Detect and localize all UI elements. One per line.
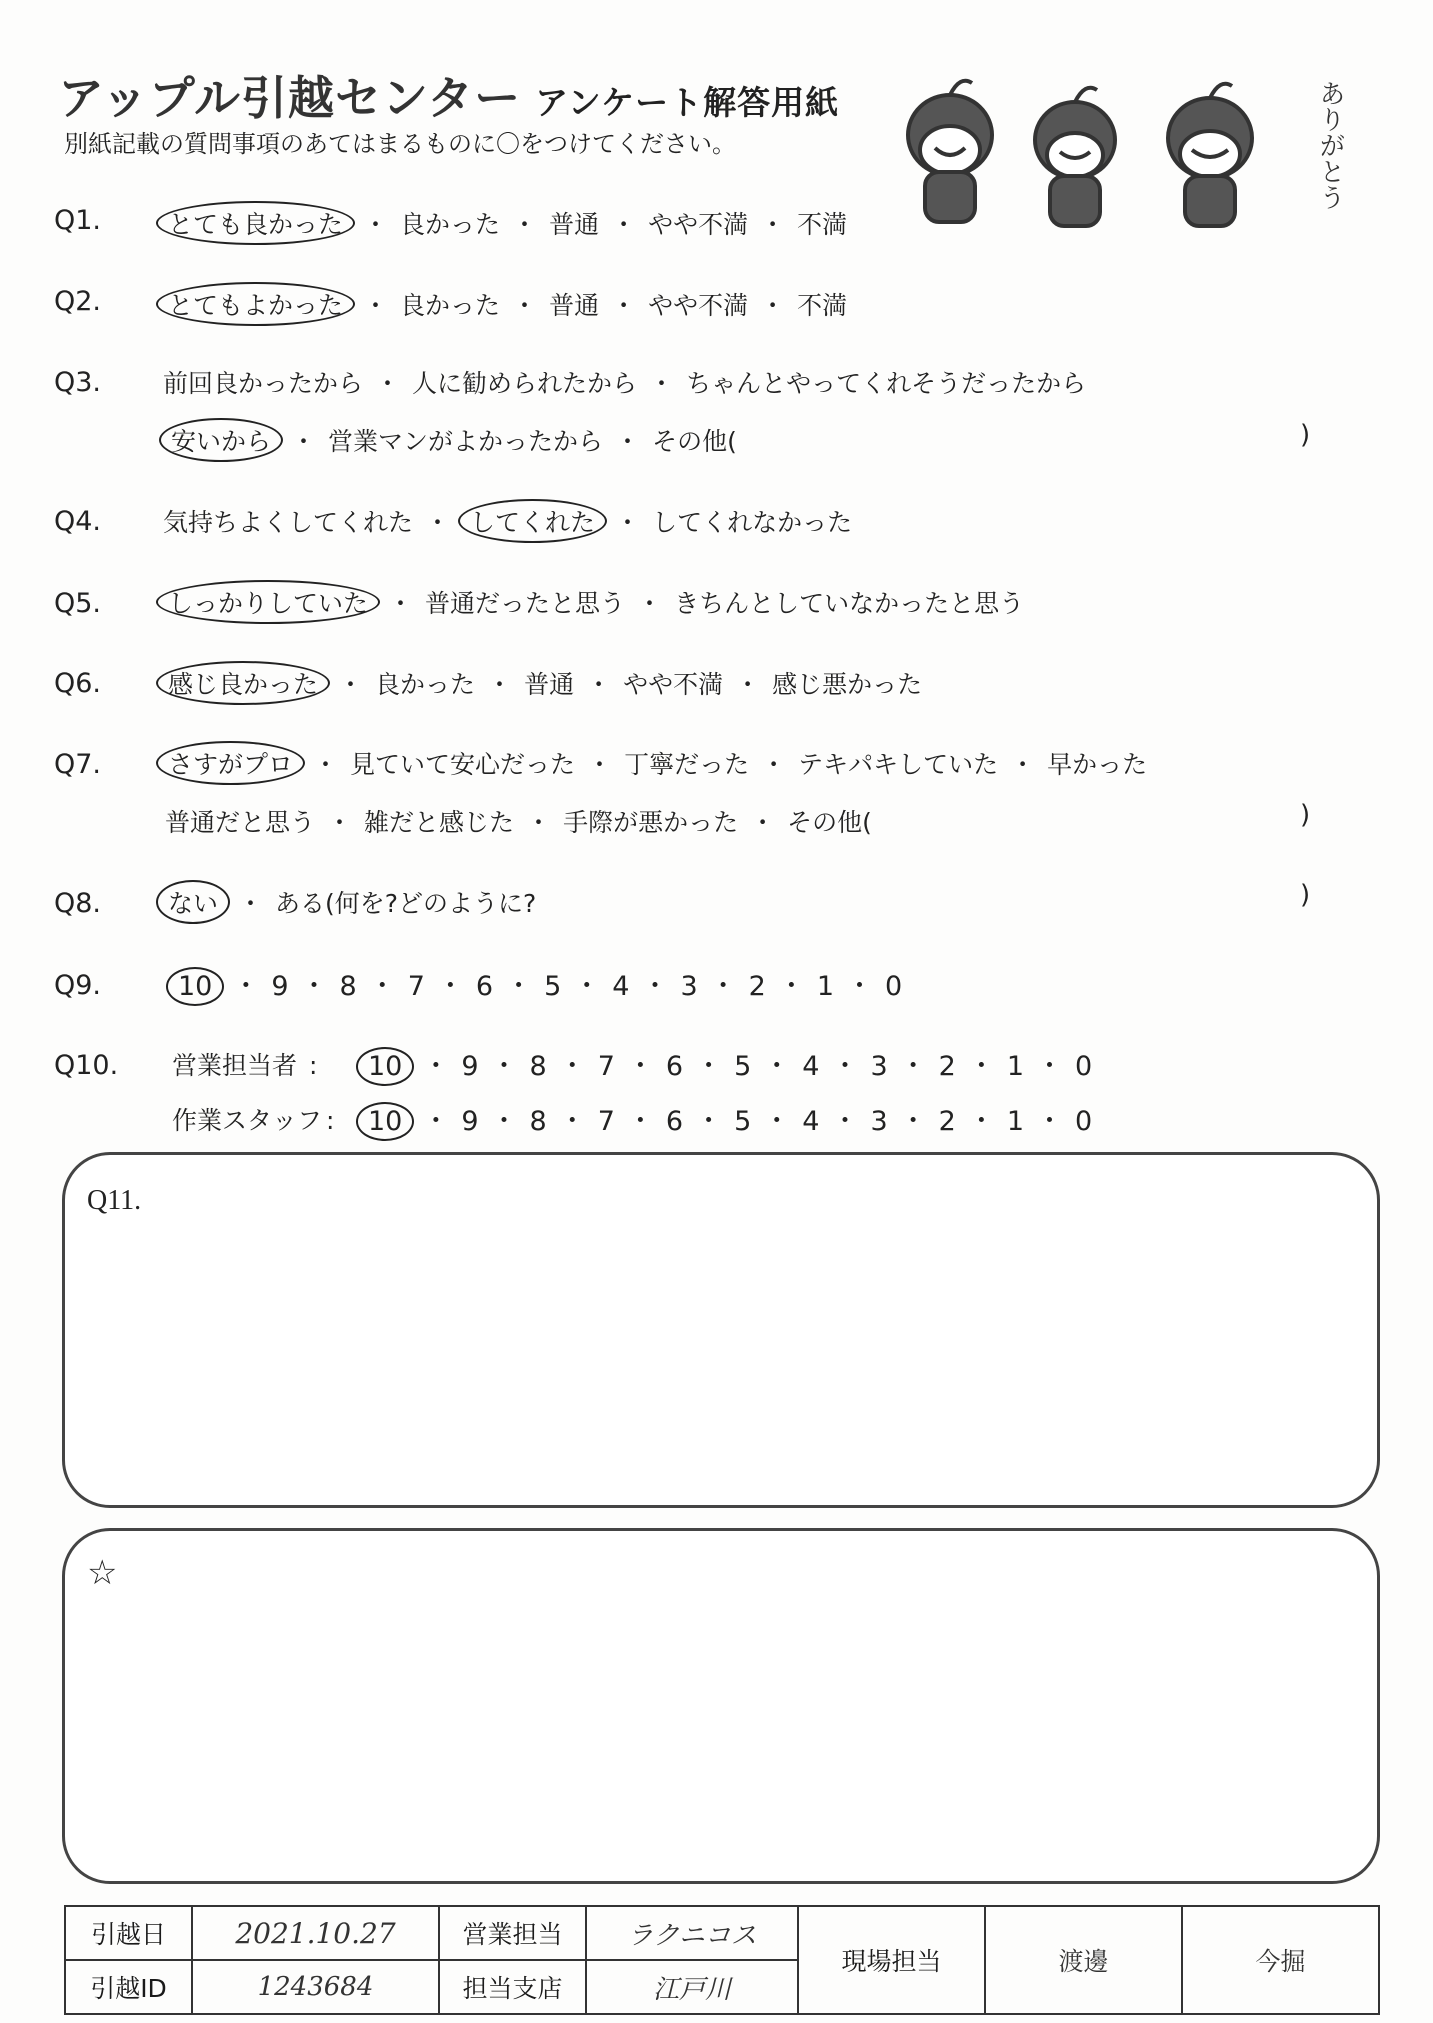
q3-label: Q3. bbox=[54, 367, 102, 398]
q1-option-5[interactable]: 不満 bbox=[797, 210, 848, 239]
q1-label: Q1. bbox=[54, 205, 102, 236]
q1-option-3[interactable]: 普通 bbox=[549, 210, 600, 239]
q10-sales-option-8[interactable]: 8 bbox=[529, 1051, 547, 1082]
q2-label: Q2. bbox=[54, 286, 102, 317]
q10-staff-separator: ・ bbox=[626, 1106, 654, 1137]
q6-option-3[interactable]: 普通 bbox=[524, 670, 575, 699]
q10-sales-option-5[interactable]: 5 bbox=[734, 1051, 752, 1082]
branch-value: 江戸川 bbox=[586, 1960, 798, 2014]
q7-option-6[interactable]: 普通だと思う bbox=[165, 808, 316, 837]
q10-staff-separator: ・ bbox=[831, 1106, 859, 1137]
q10-staff-separator: ・ bbox=[1036, 1106, 1064, 1137]
q7-option-2[interactable]: 見ていて安心だった bbox=[350, 750, 576, 779]
q10-sales-option-0[interactable]: 0 bbox=[1075, 1051, 1093, 1082]
q3-option-4[interactable]: 安いから bbox=[159, 418, 283, 462]
q10-staff-separator: ・ bbox=[899, 1106, 927, 1137]
q10-staff-option-8[interactable]: 8 bbox=[529, 1106, 547, 1137]
q11-label: Q11. bbox=[87, 1185, 142, 1216]
q5-options: しっかりしていた ・ 普通だったと思う ・ きちんとしていなかったと思う bbox=[160, 584, 1024, 620]
q2-option-5[interactable]: 不満 bbox=[797, 291, 848, 320]
q7-close-paren: ) bbox=[1300, 800, 1311, 830]
q3-option-3[interactable]: ちゃんとやってくれそうだったから bbox=[686, 369, 1087, 398]
q10-sales-scale bbox=[360, 1044, 1092, 1083]
q10-sales-option-9[interactable]: 9 bbox=[461, 1051, 479, 1082]
site-rep-signature-1: 渡邊 bbox=[985, 1906, 1182, 2014]
q10-sales-option-10[interactable]: 10 bbox=[356, 1047, 414, 1086]
sales-rep-value: ラクニコス bbox=[586, 1906, 798, 1960]
q9-scale bbox=[170, 964, 902, 1003]
q9-option-6[interactable]: 6 bbox=[475, 971, 494, 1002]
q10-staff-option-6[interactable]: 6 bbox=[665, 1106, 684, 1137]
q10-staff-separator: ・ bbox=[763, 1106, 791, 1137]
q5-option-3[interactable]: きちんとしていなかったと思う bbox=[674, 589, 1025, 618]
q1-options: とても良かった ・ 良かった ・ 普通 ・ やや不満 ・ 不満 bbox=[160, 205, 847, 241]
q3-option-1[interactable]: 前回良かったから bbox=[163, 369, 364, 398]
q9-separator: ・ bbox=[573, 971, 601, 1002]
q10-sales-separator: ・ bbox=[763, 1051, 791, 1082]
q10-staff-separator: ・ bbox=[558, 1106, 586, 1137]
q8-options: ない ・ ある(何を?どのように? bbox=[160, 884, 536, 920]
q3-option-6[interactable]: その他( bbox=[652, 427, 737, 456]
q4-label: Q4. bbox=[54, 506, 102, 537]
star-label: ☆ bbox=[87, 1555, 118, 1592]
q9-separator: ・ bbox=[436, 971, 464, 1002]
sales-rep-label: 営業担当 bbox=[439, 1906, 586, 1960]
q9-separator: ・ bbox=[232, 971, 260, 1002]
q9-option-9[interactable]: 9 bbox=[271, 971, 289, 1002]
form-title: アップル引越センター アンケート解答用紙 bbox=[58, 71, 840, 125]
q8-option-1[interactable]: ない bbox=[156, 880, 230, 924]
q9-separator: ・ bbox=[368, 971, 396, 1002]
q10-sales-option-1[interactable]: 1 bbox=[1006, 1051, 1025, 1082]
footer-info-table bbox=[64, 1905, 1380, 2015]
q7-options-line2: 普通だと思う ・ 雑だと感じた ・ 手際が悪かった ・ その他( bbox=[165, 803, 872, 839]
q8-option-2[interactable]: ある(何を?どのように? bbox=[275, 889, 537, 918]
q10-sales-separator: ・ bbox=[490, 1051, 518, 1082]
q9-option-8[interactable]: 8 bbox=[339, 971, 357, 1002]
q10-label: Q10. bbox=[54, 1050, 119, 1081]
q5-option-1[interactable]: しっかりしていた bbox=[156, 580, 380, 624]
q9-separator: ・ bbox=[777, 971, 805, 1002]
q10-staff-scale bbox=[360, 1099, 1092, 1138]
q10-sales-option-6[interactable]: 6 bbox=[665, 1051, 684, 1082]
q3-options-line1: 前回良かったから ・ 人に勧められたから ・ ちゃんとやってくれそうだったから bbox=[163, 364, 1086, 400]
q10-staff-option-0[interactable]: 0 bbox=[1075, 1106, 1093, 1137]
q9-separator: ・ bbox=[709, 971, 737, 1002]
q10-sales-separator: ・ bbox=[967, 1051, 995, 1082]
q2-option-1[interactable]: とてもよかった bbox=[156, 282, 355, 326]
q9-option-3[interactable]: 3 bbox=[680, 971, 698, 1002]
q7-options-line1: さすがプロ ・ 見ていて安心だった ・ 丁寧だった ・ テキパキしていた ・ 早かった bbox=[160, 745, 1147, 781]
q10-staff-option-4[interactable]: 4 bbox=[802, 1106, 820, 1137]
q6-option-5[interactable]: 感じ悪かった bbox=[772, 670, 923, 699]
instruction-text: 別紙記載の質問事項のあてはまるものに〇をつけてください。 bbox=[64, 130, 736, 158]
q9-label: Q9. bbox=[54, 970, 102, 1001]
q2-option-4[interactable]: やや不満 bbox=[648, 291, 749, 320]
q9-separator: ・ bbox=[505, 971, 533, 1002]
q10-sales-separator: ・ bbox=[831, 1051, 859, 1082]
q10-staff-separator: ・ bbox=[422, 1106, 450, 1137]
q10-staff-option-9[interactable]: 9 bbox=[461, 1106, 479, 1137]
site-rep-signature-2: 今掘 bbox=[1182, 1906, 1379, 2014]
q10-sales-option-3[interactable]: 3 bbox=[870, 1051, 888, 1082]
q11-comment-box[interactable] bbox=[62, 1152, 1380, 1508]
q10-sales-label: 営業担当者 : bbox=[172, 1051, 318, 1080]
move-date-value: 2021.10.27 bbox=[192, 1906, 439, 1960]
q10-staff-option-2[interactable]: 2 bbox=[938, 1106, 956, 1137]
q1-option-1[interactable]: とても良かった bbox=[156, 201, 355, 245]
q5-option-2[interactable]: 普通だったと思う bbox=[425, 589, 626, 618]
q10-sales-separator: ・ bbox=[695, 1051, 723, 1082]
q7-option-4[interactable]: テキパキしていた bbox=[798, 750, 999, 779]
q6-option-1[interactable]: 感じ良かった bbox=[156, 661, 330, 705]
q8-close-paren: ) bbox=[1300, 880, 1311, 910]
q10-staff-option-7[interactable]: 7 bbox=[597, 1106, 615, 1137]
q7-option-7[interactable]: 雑だと感じた bbox=[364, 808, 515, 837]
q9-option-2[interactable]: 2 bbox=[748, 971, 766, 1002]
q1-option-4[interactable]: やや不満 bbox=[648, 210, 749, 239]
q9-separator: ・ bbox=[300, 971, 328, 1002]
star-comment-box[interactable] bbox=[62, 1528, 1380, 1884]
q9-option-5[interactable]: 5 bbox=[544, 971, 562, 1002]
q7-option-9[interactable]: その他( bbox=[787, 808, 872, 837]
q9-separator: ・ bbox=[641, 971, 669, 1002]
q2-option-2[interactable]: 良かった bbox=[400, 291, 501, 320]
q6-option-4[interactable]: やや不満 bbox=[623, 670, 724, 699]
move-id-label: 引越ID bbox=[65, 1960, 192, 2014]
monkey-mascot-illustration bbox=[890, 60, 1350, 240]
q10-sales-separator: ・ bbox=[1036, 1051, 1064, 1082]
q7-option-1[interactable]: さすがプロ bbox=[156, 741, 305, 785]
q10-staff-separator: ・ bbox=[967, 1106, 995, 1137]
q5-label: Q5. bbox=[54, 588, 102, 619]
move-date-label: 引越日 bbox=[65, 1906, 192, 1960]
site-rep-label: 現場担当 bbox=[798, 1906, 985, 2014]
q3-option-5[interactable]: 営業マンがよかったから bbox=[328, 427, 604, 456]
q4-option-2[interactable]: してくれた bbox=[458, 499, 607, 543]
q10-staff-option-10[interactable]: 10 bbox=[356, 1102, 414, 1141]
form-subtitle: アンケート解答用紙 bbox=[535, 83, 840, 122]
q2-option-3[interactable]: 普通 bbox=[549, 291, 600, 320]
q10-staff-label: 作業スタッフ : bbox=[172, 1106, 335, 1135]
q9-option-7[interactable]: 7 bbox=[407, 971, 425, 1002]
q9-separator: ・ bbox=[846, 971, 874, 1002]
q3-options-line2: 安いから ・ 営業マンがよかったから ・ その他( bbox=[163, 422, 737, 458]
q6-options: 感じ良かった ・ 良かった ・ 普通 ・ やや不満 ・ 感じ悪かった bbox=[160, 665, 922, 701]
q10-sales-option-2[interactable]: 2 bbox=[938, 1051, 956, 1082]
q10-staff-option-5[interactable]: 5 bbox=[734, 1106, 752, 1137]
q10-sales-option-7[interactable]: 7 bbox=[597, 1051, 615, 1082]
q6-option-2[interactable]: 良かった bbox=[375, 670, 476, 699]
branch-label: 担当支店 bbox=[439, 1960, 586, 2014]
q3-option-2[interactable]: 人に勧められたから bbox=[412, 369, 638, 398]
q7-option-8[interactable]: 手際が悪かった bbox=[563, 808, 739, 837]
q4-option-3[interactable]: してくれなかった bbox=[652, 508, 853, 537]
q9-option-0[interactable]: 0 bbox=[885, 971, 903, 1002]
mascot-caption: ありがとう bbox=[1315, 80, 1345, 210]
q1-option-2[interactable]: 良かった bbox=[400, 210, 501, 239]
q10-sales-separator: ・ bbox=[899, 1051, 927, 1082]
q10-staff-separator: ・ bbox=[695, 1106, 723, 1137]
move-id-value: 1243684 bbox=[192, 1960, 439, 2014]
q4-option-1[interactable]: 気持ちよくしてくれた bbox=[163, 508, 414, 537]
q10-sales-separator: ・ bbox=[626, 1051, 654, 1082]
q10-sales-separator: ・ bbox=[422, 1051, 450, 1082]
q7-option-5[interactable]: 早かった bbox=[1047, 750, 1148, 779]
q6-label: Q6. bbox=[54, 668, 102, 699]
q10-sales-separator: ・ bbox=[558, 1051, 586, 1082]
q2-options: とてもよかった ・ 良かった ・ 普通 ・ やや不満 ・ 不満 bbox=[160, 286, 847, 322]
q3-close-paren: ) bbox=[1300, 420, 1311, 450]
q8-label: Q8. bbox=[54, 888, 102, 919]
q10-sales-option-4[interactable]: 4 bbox=[802, 1051, 820, 1082]
q9-option-1[interactable]: 1 bbox=[816, 971, 835, 1002]
q10-staff-option-3[interactable]: 3 bbox=[870, 1106, 888, 1137]
q10-staff-option-1[interactable]: 1 bbox=[1006, 1106, 1025, 1137]
q7-option-3[interactable]: 丁寧だった bbox=[624, 750, 750, 779]
q7-label: Q7. bbox=[54, 749, 102, 780]
q9-option-10[interactable]: 10 bbox=[166, 967, 224, 1006]
q9-option-4[interactable]: 4 bbox=[612, 971, 630, 1002]
q10-staff-separator: ・ bbox=[490, 1106, 518, 1137]
q4-options: 気持ちよくしてくれた ・ してくれた ・ してくれなかった bbox=[163, 503, 852, 539]
